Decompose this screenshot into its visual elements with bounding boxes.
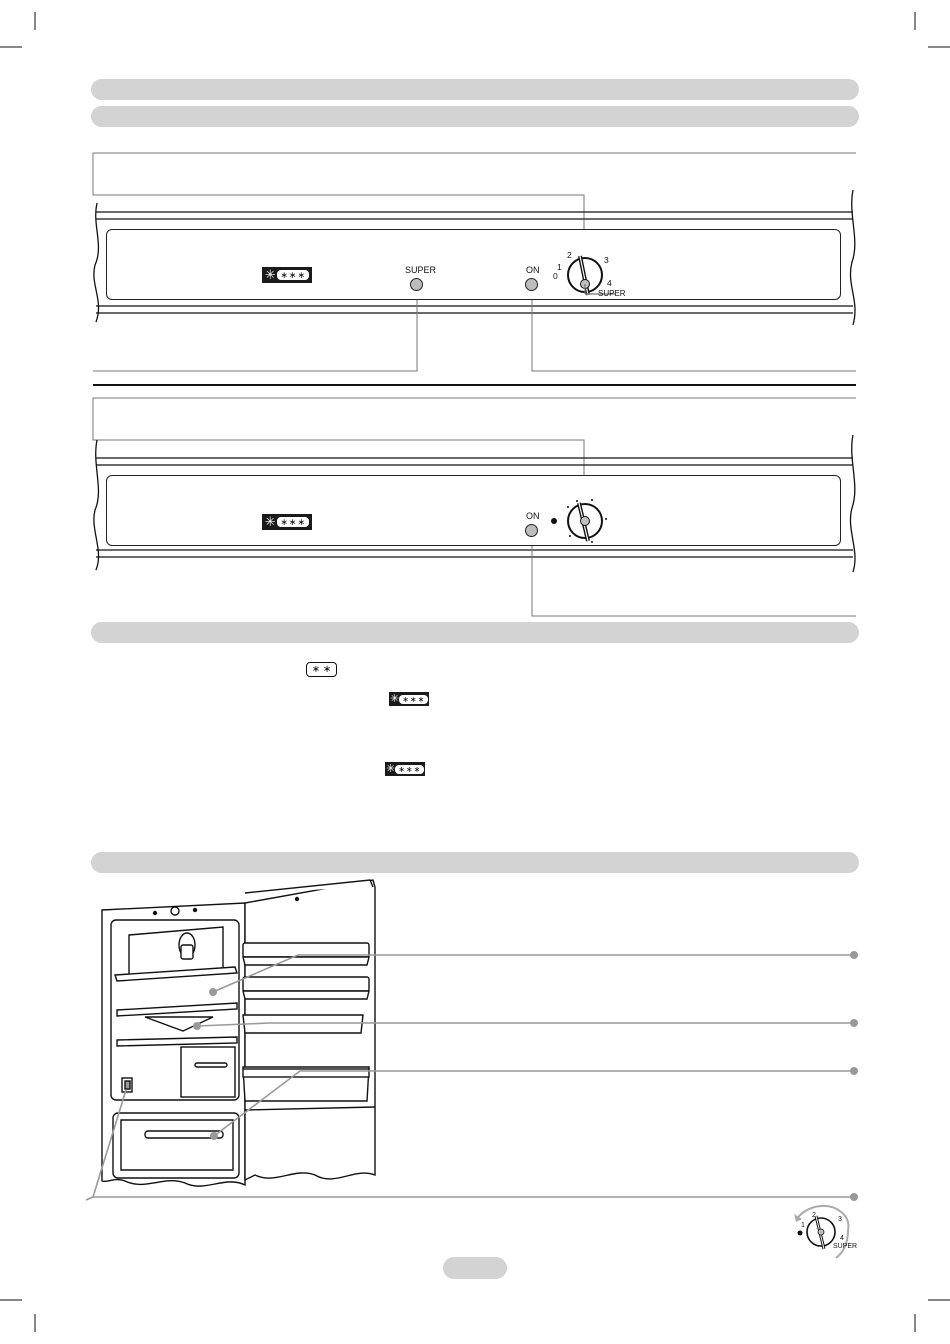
thermostat-dial-2[interactable] [548, 495, 618, 550]
four-star-symbol-a: ✳ ∗∗∗ [389, 692, 429, 706]
small-dial-setting-super: SUPER [833, 1243, 858, 1250]
control-panel-2 [106, 475, 841, 546]
small-dial-setting-3: 3 [838, 1216, 842, 1223]
two-star-symbol: ∗ ∗ [306, 662, 337, 677]
on-indicator-light [525, 278, 538, 291]
four-star-freezer-symbol-2: ✳ ∗∗∗ [262, 514, 312, 530]
on-indicator-label: ON [526, 265, 540, 275]
on-indicator-label-2: ON [526, 511, 540, 521]
small-dial-setting-2: 2 [812, 1212, 816, 1219]
dial-setting-4: 4 [607, 278, 612, 288]
callout-lines [0, 900, 950, 1220]
dial-setting-super: SUPER [598, 289, 626, 298]
four-star-freezer-symbol: ✳ ∗∗∗ [262, 267, 312, 283]
small-dial-setting-4: 4 [840, 1235, 844, 1242]
small-dial-setting-1: 1 [801, 1222, 805, 1229]
section-header-bar-4 [91, 852, 859, 873]
dial-setting-1: 1 [557, 262, 562, 272]
super-button[interactable] [410, 278, 423, 291]
on-indicator-light-2 [525, 524, 538, 537]
page-number-badge [443, 1257, 507, 1279]
small-thermostat-dial [786, 1200, 856, 1260]
dial-setting-3: 3 [604, 255, 609, 265]
dial-setting-0: 0 [553, 271, 558, 281]
control-panel-1 [106, 229, 841, 300]
four-star-symbol-b: ✳ ∗∗∗ [385, 762, 425, 776]
dial-setting-2: 2 [567, 250, 572, 260]
control-panel-1-frame [0, 0, 950, 400]
super-label: SUPER [405, 265, 437, 275]
